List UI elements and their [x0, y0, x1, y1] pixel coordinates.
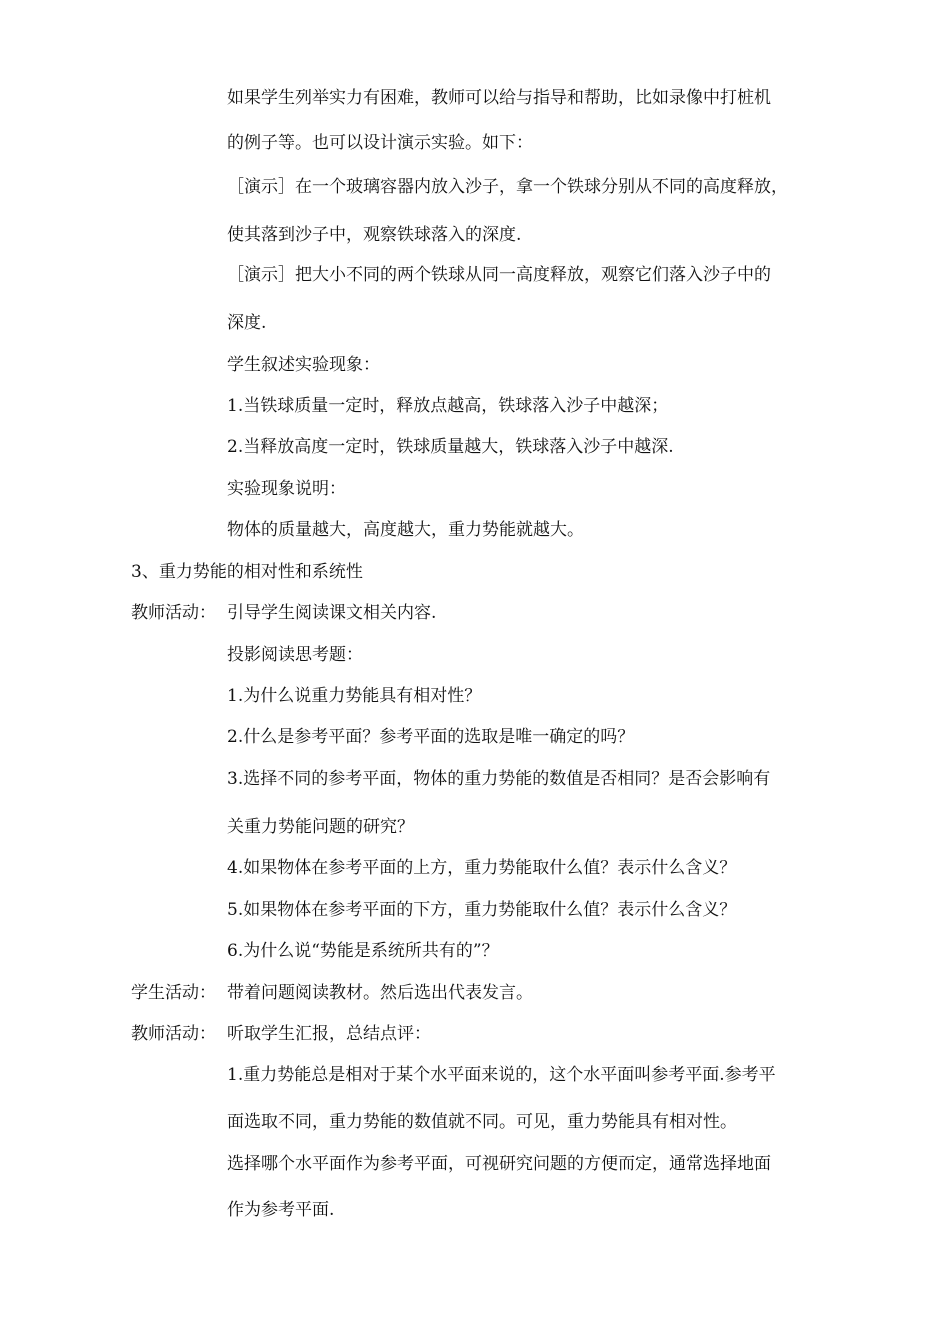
activity-row-teacher [131, 603, 436, 623]
list-item: 1.重力势能总是相对于某个水平面来说的，这个水平面叫参考平面.参考平 [227, 1065, 776, 1085]
list-item: 2.什么是参考平面？参考平面的选取是唯一确定的吗？ [227, 727, 635, 747]
paragraph-line: 学生叙述实验现象： [227, 355, 380, 375]
activity-text: 听取学生汇报，总结点评： [227, 1024, 431, 1044]
paragraph-line: 投影阅读思考题： [227, 645, 363, 665]
activity-row-student [131, 983, 533, 1003]
list-item: 4.如果物体在参考平面的上方，重力势能取什么值？表示什么含义？ [227, 858, 737, 878]
paragraph-line: 作为参考平面. [227, 1200, 335, 1220]
paragraph-line: 深度. [227, 313, 267, 333]
paragraph-line: 选择哪个水平面作为参考平面，可视研究问题的方便而定，通常选择地面 [227, 1154, 771, 1174]
paragraph-line: 物体的质量越大，高度越大，重力势能就越大。 [227, 520, 584, 540]
activity-label: 教师活动： [131, 603, 216, 623]
activity-row-teacher [131, 1024, 431, 1044]
list-item: 5.如果物体在参考平面的下方，重力势能取什么值？表示什么含义？ [227, 900, 737, 920]
list-item: 3.选择不同的参考平面，物体的重力势能的数值是否相同？是否会影响有 [227, 769, 771, 789]
activity-text: 带着问题阅读教材。然后选出代表发言。 [227, 983, 533, 1003]
paragraph-line: ［演示］把大小不同的两个铁球从同一高度释放，观察它们落入沙子中的 [227, 265, 771, 285]
list-item: 关重力势能问题的研究？ [227, 817, 414, 837]
list-item: 2.当释放高度一定时，铁球质量越大，铁球落入沙子中越深. [227, 437, 674, 457]
list-item: 面选取不同，重力势能的数值就不同。可见，重力势能具有相对性。 [227, 1112, 737, 1132]
activity-text: 引导学生阅读课文相关内容. [227, 603, 437, 623]
activity-label: 教师活动： [131, 1024, 216, 1044]
paragraph-line: 实验现象说明： [227, 479, 346, 499]
list-item: 1.当铁球质量一定时，释放点越高，铁球落入沙子中越深； [227, 396, 669, 416]
paragraph-line: 如果学生列举实力有困难，教师可以给与指导和帮助，比如录像中打桩机 [227, 88, 771, 108]
paragraph-line: 使其落到沙子中，观察铁球落入的深度. [227, 225, 522, 245]
activity-label: 学生活动： [131, 983, 216, 1003]
list-item: 1.为什么说重力势能具有相对性？ [227, 686, 482, 706]
section-heading: 3、重力势能的相对性和系统性 [131, 562, 363, 582]
list-item: 6.为什么说“势能是系统所共有的”？ [227, 941, 499, 961]
paragraph-line: 的例子等。也可以设计演示实验。如下： [227, 133, 533, 153]
paragraph-line: ［演示］在一个玻璃容器内放入沙子，拿一个铁球分别从不同的高度释放， [227, 177, 788, 197]
